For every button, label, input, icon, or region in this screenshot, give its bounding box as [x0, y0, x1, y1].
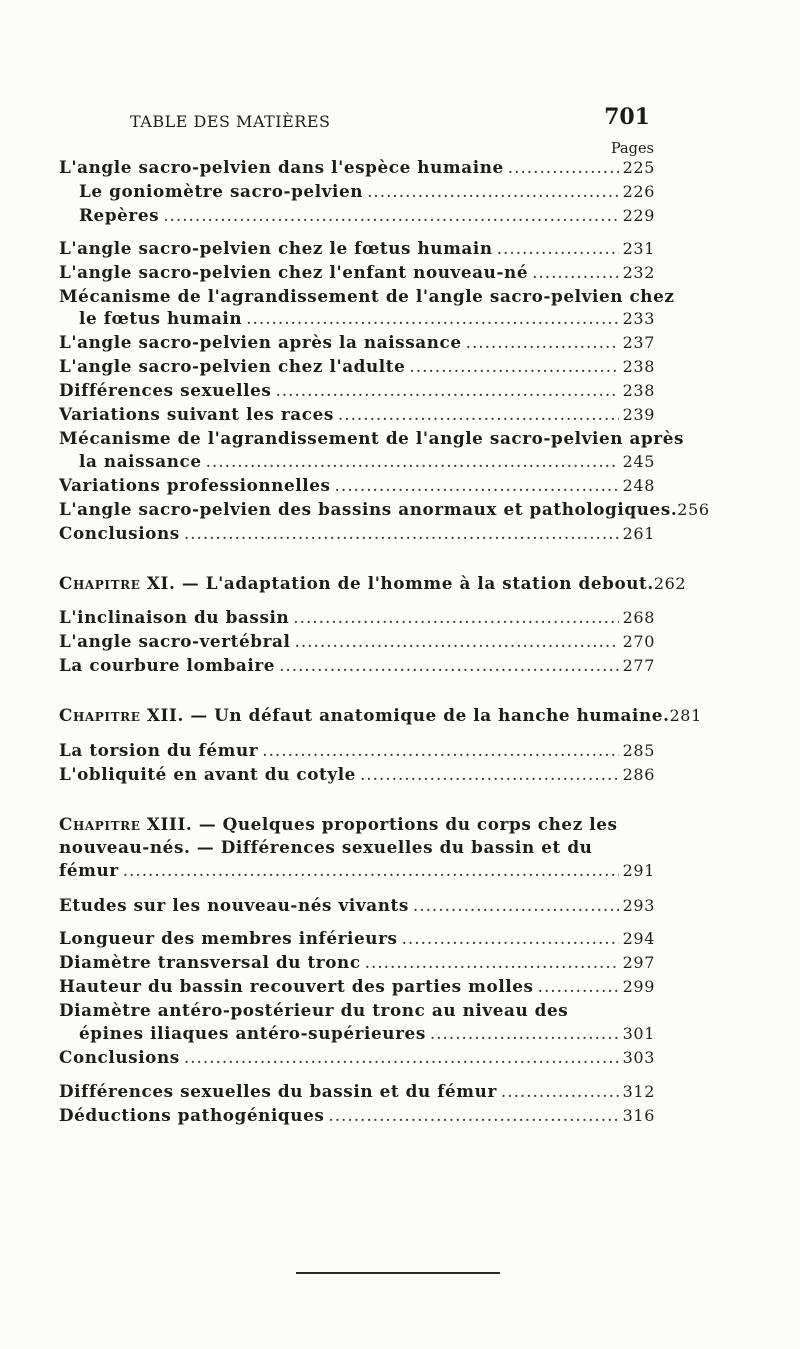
toc-entry-row — [59, 474, 655, 498]
chapter-page: 291 — [622, 860, 655, 880]
toc-entry — [59, 498, 710, 522]
running-head-title: TABLE DES MATIÈRES — [130, 112, 331, 131]
table-of-contents — [59, 156, 710, 1128]
toc-entry-row — [59, 379, 655, 403]
toc-entry-text: Longueur des membres inférieurs — [59, 928, 398, 949]
toc-entry-row — [59, 739, 655, 763]
chapter-title: — L'adaptation de l'homme à la station debout. — [181, 572, 654, 593]
leader-dots — [532, 261, 619, 284]
toc-entry-text: Repères — [79, 204, 160, 225]
toc-entry-text: Différences sexuelles du bassin et du fémur — [59, 1080, 497, 1101]
leader-dots — [360, 763, 619, 786]
toc-entry — [59, 403, 655, 427]
toc-entry — [59, 204, 655, 228]
toc-entry-text: La courbure lombaire — [59, 655, 276, 676]
toc-entry — [59, 427, 685, 474]
toc-entry-text: Hauteur du bassin recouvert des parties molles — [59, 976, 534, 997]
leader-dots — [246, 307, 618, 330]
toc-entry-page: 232 — [622, 262, 655, 282]
chapter-heading-row — [59, 572, 687, 596]
toc-entry-row — [59, 975, 655, 999]
toc-entry — [59, 522, 655, 546]
toc-entry-text: Diamètre transversal du tronc — [59, 952, 361, 973]
toc-entry-text: L'angle sacro-vertébral — [59, 631, 291, 652]
toc-entry — [59, 1046, 655, 1070]
toc-entry-row — [79, 204, 655, 228]
toc-entry — [59, 630, 655, 654]
chapter-heading-row — [59, 859, 655, 883]
toc-entry-row — [59, 654, 655, 678]
toc-entry-page: 245 — [622, 451, 655, 471]
toc-entry-page: 299 — [622, 977, 655, 997]
toc-entry-text: Variations professionnelles — [59, 474, 331, 495]
leader-dots — [295, 630, 619, 653]
toc-entry-row — [59, 1080, 655, 1104]
toc-entry-row — [59, 927, 655, 951]
toc-entry — [59, 180, 655, 204]
toc-entry-text: L'angle sacro-pelvien après la naissance — [59, 332, 462, 353]
chapter-heading-text — [59, 572, 654, 595]
toc-entry-text-continued: le fœtus humain — [79, 308, 243, 329]
leader-dots — [184, 1046, 619, 1069]
toc-entry-row — [59, 450, 655, 474]
toc-entry-page: 225 — [622, 158, 655, 177]
toc-entry-text: Diamètre antéro-postérieur du tronc au niveau des — [59, 1000, 569, 1021]
leader-dots — [328, 1104, 618, 1127]
leader-dots — [365, 951, 619, 974]
toc-entry-page: 285 — [622, 741, 655, 761]
leader-dots — [338, 403, 619, 426]
leader-dots — [279, 654, 619, 677]
end-rule — [296, 1272, 500, 1274]
toc-entry — [59, 1080, 655, 1104]
chapter-heading-text — [59, 704, 670, 727]
toc-entry — [59, 999, 655, 1046]
leader-dots — [430, 1022, 619, 1045]
leader-dots — [367, 180, 619, 203]
toc-entry-row — [59, 894, 655, 918]
toc-entry-row — [59, 630, 655, 654]
toc-entry-page: 226 — [622, 181, 655, 201]
toc-entry-page: 233 — [622, 309, 655, 329]
leader-dots — [508, 156, 619, 179]
toc-entry-page: 301 — [622, 1024, 655, 1044]
toc-entry — [59, 474, 655, 498]
chapter-title-line3: fémur — [59, 859, 119, 880]
toc-entry-page: 316 — [622, 1105, 655, 1125]
toc-entry — [59, 739, 655, 763]
toc-entry-page: 270 — [622, 632, 655, 652]
toc-entry-row — [79, 180, 655, 204]
chapter-heading — [59, 572, 687, 596]
toc-entry-page: 229 — [622, 205, 655, 225]
toc-entry-text: L'obliquité en avant du cotyle — [59, 763, 356, 784]
toc-entry-text: Déductions pathogéniques — [59, 1104, 325, 1125]
leader-dots — [335, 474, 619, 497]
leader-dots — [184, 522, 619, 545]
chapter-title: — Quelques proportions du corps chez les — [198, 813, 618, 834]
leader-dots — [123, 859, 619, 882]
toc-entry-row — [59, 606, 655, 630]
toc-entry-text-continued: épines iliaques antéro-supérieures — [79, 1023, 426, 1044]
pages-column-label: Pages — [610, 141, 654, 157]
section-gap — [59, 546, 655, 572]
toc-entry-text: Mécanisme de l'agrandissement de l'angle sacro-pelvien chez — [59, 285, 675, 306]
running-head — [130, 104, 650, 134]
section-gap — [59, 678, 655, 704]
section-gap — [59, 787, 655, 813]
toc-entry-row — [59, 1022, 655, 1046]
toc-entry-text: L'angle sacro-pelvien dans l'espèce humaine — [59, 157, 504, 177]
toc-entry-page: 303 — [622, 1048, 655, 1067]
toc-entry-row — [59, 331, 655, 355]
leader-dots — [538, 975, 619, 998]
toc-entry-text: Conclusions — [59, 522, 180, 543]
toc-entry-text: Différences sexuelles — [59, 380, 272, 401]
toc-entry-row — [59, 522, 655, 546]
toc-entry-page: 277 — [622, 656, 655, 676]
leader-dots — [293, 606, 618, 629]
leader-dots — [501, 1080, 619, 1103]
toc-entry-row — [59, 307, 655, 331]
toc-entry-text: Mécanisme de l'agrandissement de l'angle sacro-pelvien après — [59, 427, 685, 448]
leader-dots — [163, 204, 618, 227]
toc-entry — [59, 379, 655, 403]
leader-dots — [262, 739, 618, 762]
toc-entry — [59, 156, 655, 180]
toc-entry-row — [59, 951, 655, 975]
chapter-heading — [59, 813, 655, 883]
toc-entry — [59, 975, 655, 999]
toc-entry-text: Conclusions — [59, 1047, 180, 1067]
toc-entry — [59, 355, 655, 379]
toc-entry — [59, 654, 655, 678]
toc-entry-row — [59, 1046, 655, 1070]
leader-dots — [497, 237, 619, 260]
toc-entry-text: Etudes sur les nouveau-nés vivants — [59, 894, 409, 915]
toc-entry-page: 297 — [622, 953, 655, 973]
toc-entry-row — [59, 403, 655, 427]
chapter-heading-row — [59, 704, 702, 728]
section-gap — [59, 1070, 655, 1080]
toc-entry-page: 293 — [622, 895, 655, 915]
toc-entry-row — [59, 156, 655, 180]
toc-entry-page: 238 — [622, 357, 655, 377]
toc-entry-row — [59, 1104, 655, 1128]
toc-entry — [59, 261, 655, 285]
leader-dots — [275, 379, 618, 402]
chapter-label: Chapitre XIII. — [59, 813, 193, 834]
toc-entry-text-continued: la naissance — [79, 450, 202, 471]
section-gap — [59, 883, 655, 894]
toc-entry-text: La torsion du fémur — [59, 740, 259, 761]
toc-entry-text: Le goniomètre sacro-pelvien — [79, 180, 364, 201]
toc-entry-page: 268 — [622, 608, 655, 628]
toc-entry — [59, 951, 655, 975]
chapter-label: Chapitre XII. — [59, 705, 184, 726]
leader-dots — [402, 927, 619, 950]
chapter-page: 262 — [653, 573, 687, 593]
toc-entry-text: L'angle sacro-pelvien des bassins anormaux et pathologiques. — [59, 498, 678, 519]
toc-entry-page: 237 — [622, 333, 655, 353]
toc-entry-text: L'angle sacro-pelvien chez l'adulte — [59, 356, 406, 377]
toc-entry — [59, 285, 675, 332]
chapter-label: Chapitre XI. — [59, 572, 176, 593]
toc-entry-text: L'angle sacro-pelvien chez l'enfant nouveau-né — [59, 261, 529, 282]
toc-entry — [59, 894, 655, 918]
chapter-title: — Un défaut anatomique de la hanche humaine. — [190, 705, 670, 726]
toc-entry — [59, 237, 655, 261]
toc-entry-page: 294 — [622, 929, 655, 949]
toc-entry — [59, 927, 655, 951]
toc-entry-row — [59, 261, 655, 285]
toc-entry-row — [59, 237, 655, 261]
toc-entry-row — [59, 355, 655, 379]
leader-dots — [409, 355, 618, 378]
toc-entry-row — [59, 763, 655, 787]
chapter-page: 281 — [669, 706, 702, 726]
section-gap — [59, 728, 655, 739]
section-gap — [59, 595, 655, 606]
chapter-title-line2: nouveau-nés. — Différences sexuelles du bassin et du — [59, 836, 593, 857]
section-gap — [59, 917, 655, 927]
toc-entry — [59, 331, 655, 355]
leader-dots — [466, 331, 619, 354]
toc-entry-page: 286 — [622, 764, 655, 784]
toc-entry-page: 238 — [622, 381, 655, 401]
toc-entry-page: 261 — [622, 523, 655, 543]
toc-entry-row — [59, 498, 710, 522]
section-gap — [59, 228, 655, 237]
leader-dots — [413, 894, 619, 917]
toc-entry-page: 239 — [622, 405, 655, 425]
toc-entry-page: 312 — [622, 1081, 655, 1101]
toc-entry — [59, 606, 655, 630]
toc-entry — [59, 763, 655, 787]
toc-entry — [59, 1104, 655, 1128]
toc-entry-text: L'inclinaison du bassin — [59, 607, 290, 628]
chapter-heading-text — [59, 813, 655, 836]
toc-entry-page: 231 — [622, 238, 655, 258]
leader-dots — [206, 450, 619, 473]
toc-entry-text: L'angle sacro-pelvien chez le fœtus humain — [59, 237, 493, 258]
toc-entry-text: Variations suivant les races — [59, 404, 334, 425]
toc-entry-page: 248 — [622, 475, 655, 495]
page-number: 701 — [604, 104, 650, 130]
toc-entry-page: 256 — [677, 499, 710, 519]
chapter-heading — [59, 704, 702, 728]
